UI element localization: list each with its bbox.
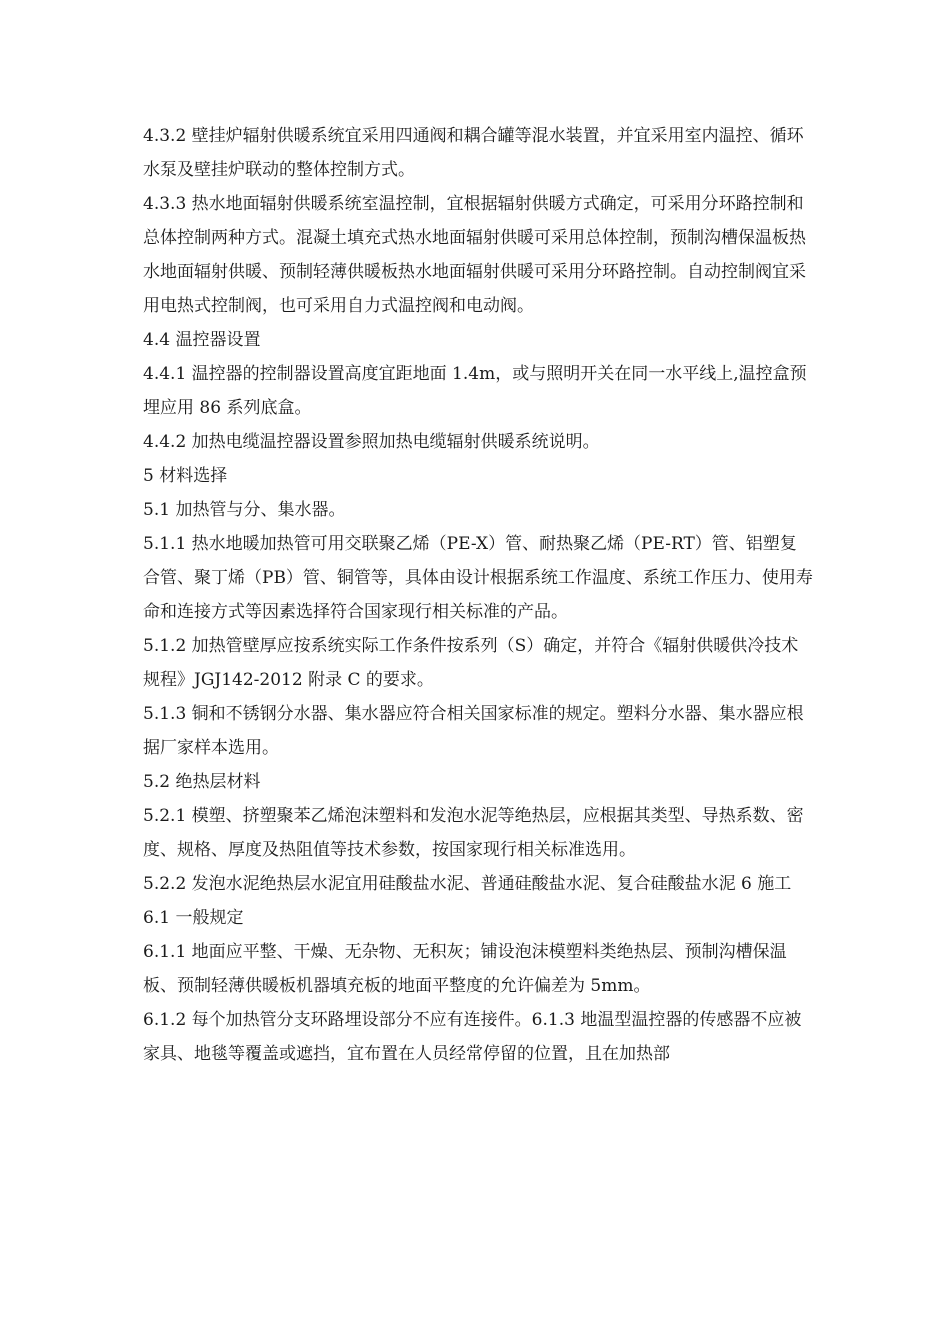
paragraph-4-4-1: 4.4.1 温控器的控制器设置高度宜距地面 1.4m，或与照明开关在同一水平线上,温控盒预埋应用 86 系列底盒。 (143, 364, 807, 418)
paragraph-4-4-2: 4.4.2 加热电缆温控器设置参照加热电缆辐射供暖系统说明。 (143, 432, 600, 452)
paragraph-5-1-2: 5.1.2 加热管壁厚应按系统实际工作条件按系列（S）确定，并符合《辐射供暖供冷技术规程》JGJ142-2012 附录 C 的要求。 (143, 636, 799, 690)
section-heading-6-1: 6.1 一般规定 (143, 908, 244, 928)
document-body (143, 119, 813, 1071)
section-heading-4-4: 4.4 温控器设置 (143, 330, 261, 350)
paragraph-4-3-3: 4.3.3 热水地面辐射供暖系统室温控制，宜根据辐射供暖方式确定，可采用分环路控制和总体控制两种方式。混凝土填充式热水地面辐射供暖可采用总体控制，预制沟槽保温板热水地面辐射供暖、预制轻薄供暖板热水地面辐射供暖可采用分环路控制。自动控制阀宜采用电热式控制阀，也可采用自力式温控阀和电动阀。 (143, 194, 806, 316)
paragraph-5-1-1: 5.1.1 热水地暖加热管可用交联聚乙烯（PE-X）管、耐热聚乙烯（PE-RT）管、铝塑复合管、聚丁烯（PB）管、铜管等，具体由设计根据系统工作温度、系统工作压力、使用寿命和连接方式等因素选择符合国家现行相关标准的产品。 (143, 534, 813, 622)
paragraph-6-1-2: 6.1.2 每个加热管分支环路埋设部分不应有连接件。6.1.3 地温型温控器的传感器不应被家具、地毯等覆盖或遮挡，宜布置在人员经常停留的位置，且在加热部 (143, 1010, 802, 1064)
paragraph-5-2-1: 5.2.1 模塑、挤塑聚苯乙烯泡沫塑料和发泡水泥等绝热层，应根据其类型、导热系数、密度、规格、厚度及热阻值等技术参数，按国家现行相关标准选用。 (143, 806, 804, 860)
paragraph-4-3-2: 4.3.2 壁挂炉辐射供暖系统宜采用四通阀和耦合罐等混水装置，并宜采用室内温控、循环水泵及壁挂炉联动的整体控制方式。 (143, 126, 804, 180)
paragraph-5-1-3: 5.1.3 铜和不锈钢分水器、集水器应符合相关国家标准的规定。塑料分水器、集水器应根据厂家样本选用。 (143, 704, 804, 758)
section-heading-5-2: 5.2 绝热层材料 (143, 772, 261, 792)
paragraph-6-1-1: 6.1.1 地面应平整、干燥、无杂物、无积灰；铺设泡沫模塑料类绝热层、预制沟槽保温板、预制轻薄供暖板机器填充板的地面平整度的允许偏差为 5mm。 (143, 942, 787, 996)
section-heading-5-1: 5.1 加热管与分、集水器。 (143, 500, 346, 520)
section-heading-5: 5 材料选择 (143, 466, 228, 486)
paragraph-5-2-2: 5.2.2 发泡水泥绝热层水泥宜用硅酸盐水泥、普通硅酸盐水泥、复合硅酸盐水泥 6 施工 (143, 874, 792, 894)
